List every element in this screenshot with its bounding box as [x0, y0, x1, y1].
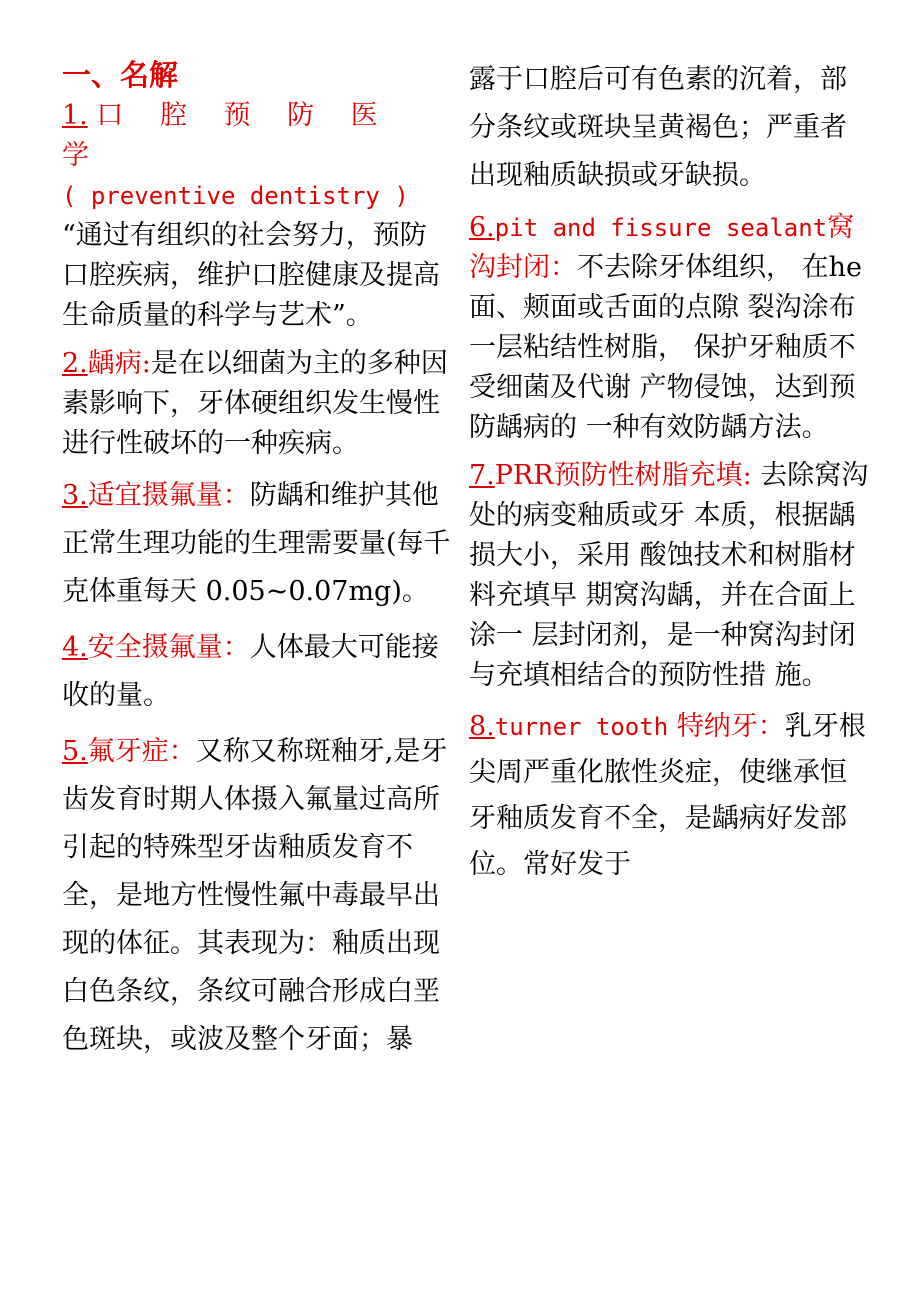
entry-3: [62, 472, 452, 616]
entry-2-number: 2.: [62, 348, 88, 379]
entry-2-body: 是在以细菌为主的多种因素影响下，牙体硬组织发生慢性进行性破坏的一种疾病。: [62, 348, 448, 459]
entry-2: [62, 344, 452, 464]
entry-1-term-zh: 口 腔 预 防 医 学: [62, 100, 392, 171]
entry-3-number: 3.: [62, 480, 88, 511]
entry-7-term: [469, 460, 752, 491]
entry-5-body-continued: 露于口腔后可有色素的沉着，部分条纹或斑块呈黄褐色；严重者出现釉质缺损或牙缺损。: [469, 64, 847, 191]
entry-8-term-en: turner tooth: [494, 713, 669, 741]
entry-6-term-en: pit and fissure sealant: [494, 214, 828, 242]
entry-1: [62, 96, 452, 336]
entry-5-number: 5.: [62, 736, 88, 767]
section-title: 一、名解: [62, 58, 179, 92]
entry-5-term-zh: 氟牙症：: [87, 736, 196, 767]
entry-5: [62, 728, 452, 1064]
entry-7: [469, 456, 869, 696]
entry-6: [469, 208, 869, 448]
entry-5-body: 又称又称斑釉牙,是牙齿发育时期人体摄入氟量过高所引起的特殊型牙齿釉质发育不全，是地方性慢性氟中毒最早出现的体征。其表现为：釉质出现白色条纹，条纹可融合形成白垩色斑块，或波及整个牙面；暴: [62, 736, 448, 1055]
entry-7-term-zh: PRR预防性树脂充填:: [494, 460, 752, 491]
entry-1-number: 1.: [62, 100, 88, 131]
entry-8: [469, 704, 869, 888]
right-column: [469, 56, 869, 896]
entry-6-body: 不去除牙体组织， 在he面、颊面或舌面的点隙 裂沟涂布一层粘结性树脂， 保护牙釉质不受细菌及代谢 产物侵蚀，达到预防龋病的 一种有效防龋方法。: [469, 252, 862, 443]
entry-3-term: [62, 480, 250, 511]
entry-4-term: [62, 632, 250, 663]
entry-4: [62, 624, 452, 720]
entry-5-continued: [469, 56, 869, 200]
entry-1-term-en: ( preventive dentistry ): [62, 182, 409, 210]
entry-8-body: 乳牙根尖周严重化脓性炎症，使继承恒牙釉质发育不全，是龋病好发部位。常好发于: [469, 711, 866, 880]
entry-7-body: 去除窝沟处的病变釉质或牙 本质，根据龋损大小，采用 酸蚀技术和树脂材料充填早 期窝沟龋，并在合面上涂一 层封闭剂，是一种窝沟封闭 与充填相结合的预防性措 施。: [469, 460, 869, 691]
entry-3-term-zh: 适宜摄氟量：: [87, 480, 250, 511]
entry-4-number: 4.: [62, 632, 88, 663]
entry-4-term-zh: 安全摄氟量：: [87, 632, 250, 663]
entry-2-term: [62, 348, 151, 379]
entry-1-body: “通过有组织的社会努力，预防口腔疾病，维护口腔健康及提高生命质量的科学与艺术”。: [62, 220, 440, 331]
entry-3-body: 防龋和维护其他正常生理功能的生理需要量(每千克体重每天 0.05~0.07mg)。: [62, 480, 451, 607]
entry-7-number: 7.: [469, 460, 495, 491]
entry-8-number: 8.: [469, 711, 495, 742]
left-column: [62, 56, 452, 1072]
entry-6-term-zh: 窝沟封闭：: [469, 212, 855, 283]
entry-1-term: [62, 100, 392, 171]
entry-6-number: 6.: [469, 212, 495, 243]
entry-2-term-zh: 龋病:: [87, 348, 151, 379]
entry-5-term: [62, 736, 196, 767]
entry-4-body: 人体最大可能接收的量。: [62, 632, 439, 711]
entry-8-term-zh: 特纳牙：: [668, 711, 785, 742]
entry-8-term: [469, 711, 785, 742]
